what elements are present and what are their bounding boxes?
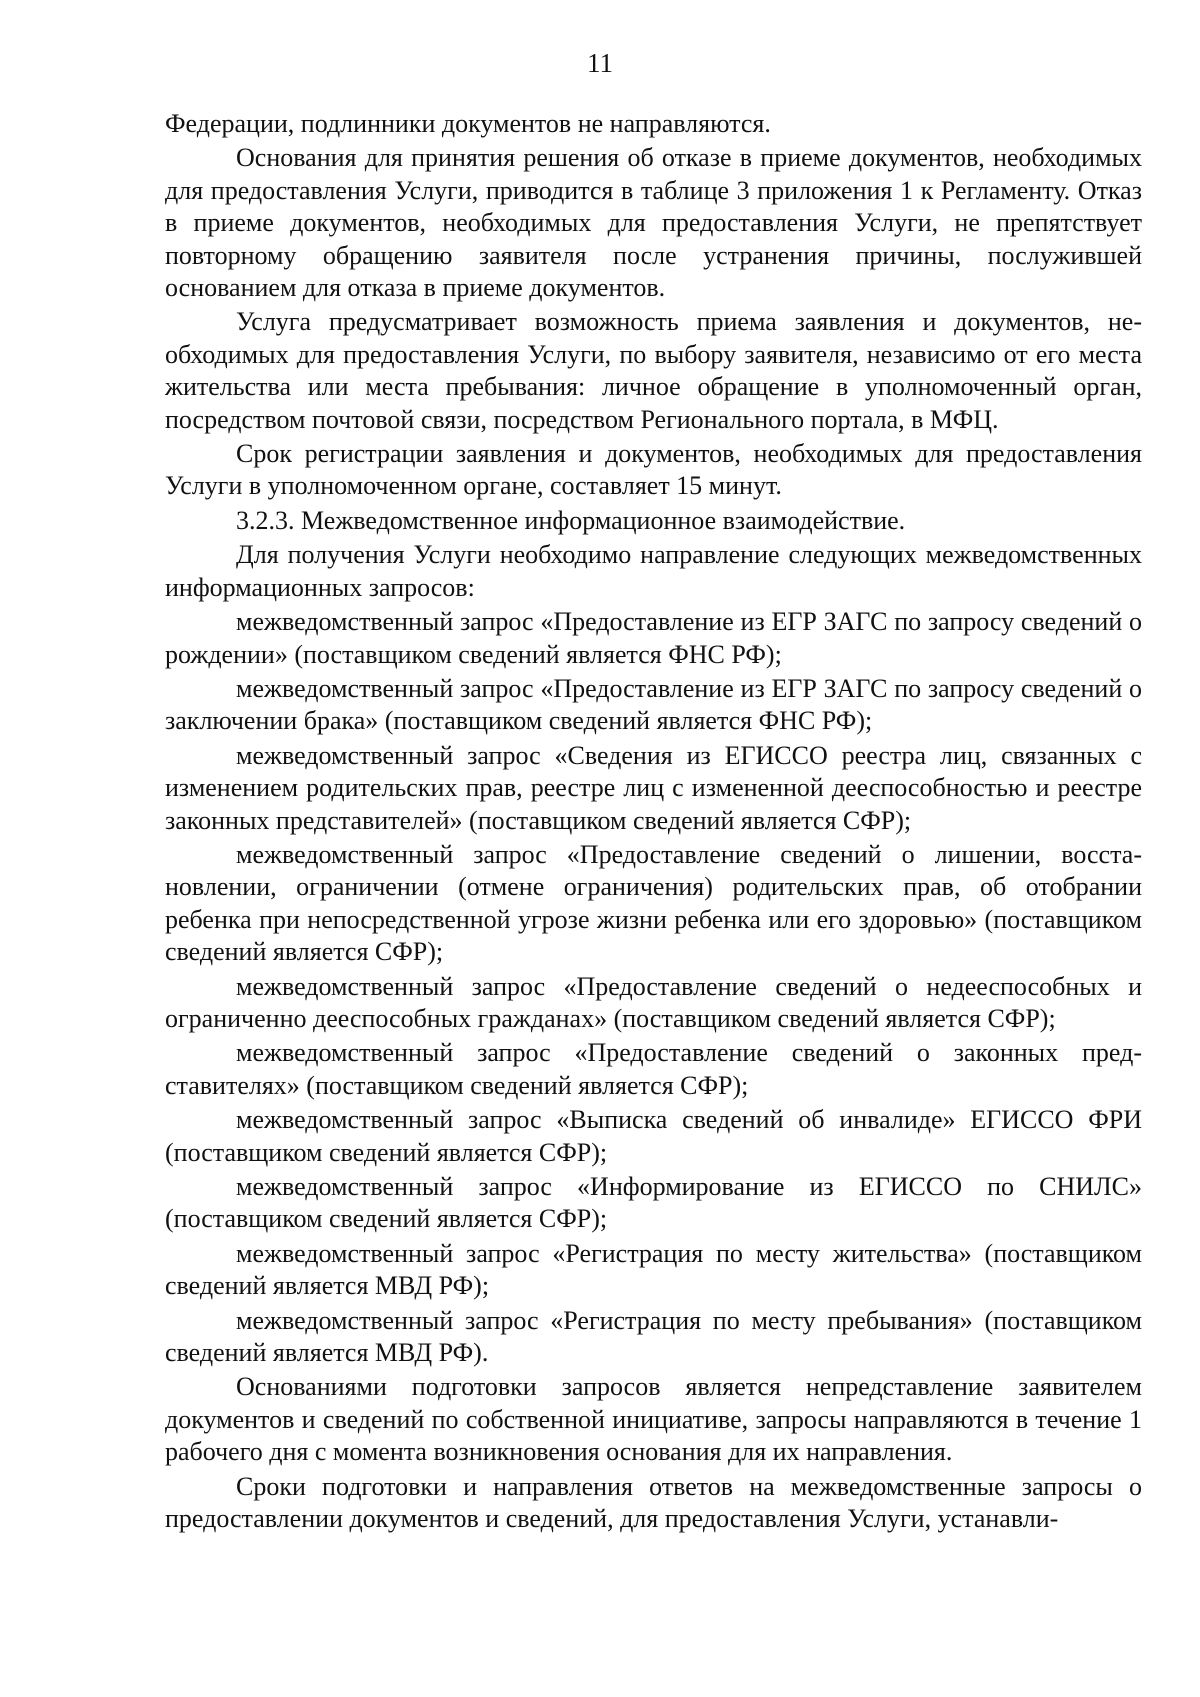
list-item: межведомственный запрос «Предоставление из ЕГР ЗАГС по запросу сведений о заключении брака» (поставщиком сведений является ФНС РФ); (165, 673, 1142, 736)
document-body (165, 108, 1142, 1535)
list-item: межведомственный запрос «Предоставление сведений о законных представителях» (поставщиком сведений является СФР); (165, 1038, 1142, 1100)
list-item: межведомственный запрос «Выписка сведений об инвалиде» ЕГИССО ФРИ (поставщиком сведений является СФР); (165, 1105, 1142, 1167)
paragraph: Сроки подготовки и направления ответов на межведомственные запросы о предоставлении документов и сведений, для предоставления Услуги, устанавли- (165, 1471, 1142, 1534)
list-item: межведомственный запрос «Регистрация по месту пребывания» (поставщиком сведений является МВД РФ). (165, 1305, 1142, 1368)
paragraph: Для получения Услуги необходимо направление следующих межведомственных информационных запросов: (165, 540, 1142, 602)
list-item: межведомственный запрос «Предоставление сведений о недееспособных и ограниченно дееспособных гражданах» (поставщиком сведений является СФР); (165, 971, 1142, 1033)
paragraph: Основаниями подготовки запросов является непредставление заявителем документов и сведений по собственной инициативе, запросы направляются в течение 1 рабочего дня с момента возникновения основания для их направления. (165, 1372, 1142, 1467)
list-item: межведомственный запрос «Сведения из ЕГИССО реестра лиц, связанных с изменением родительских прав, реестре лиц с измененной дееспособностью и реестре законных представителей» (поставщиком сведений является СФР); (165, 740, 1142, 835)
paragraph: Федерации, подлинники документов не направляются. (165, 109, 771, 138)
list-item: межведомственный запрос «Информирование из ЕГИССО по СНИЛС» (поставщиком сведений является СФР); (165, 1172, 1142, 1234)
paragraph: Услуга предусматривает возможность приема заявления и документов, необходимых для предоставления Услуги, по выбору заявителя, независимо от его места жительства или места пребывания: личное обращение в уполномоченный орган, посредством почтовой связи, посредством Регионального портала, в МФЦ. (165, 307, 1142, 434)
paragraph: Срок регистрации заявления и документов, необходимых для предоставления Услуги в уполномоченном органе, составляет 15 минут. (165, 439, 1142, 501)
page-number: 11 (587, 48, 613, 78)
section-heading: 3.2.3. Межведомственное информационное взаимодействие. (236, 505, 906, 535)
list-item: межведомственный запрос «Регистрация по месту жительства» (поставщиком сведений является МВД РФ); (165, 1238, 1142, 1301)
paragraph: Основания для принятия решения об отказе в приеме документов, необходимых для предоставления Услуги, приводится в таблице 3 приложения 1 к Регламенту. Отказ в приеме документов, необходимых для предоставления Услуги, не препятствует повторному обращению заявителя после устранения причины, послужившей основанием для отказа в приеме документов. (165, 143, 1142, 303)
list-item: межведомственный запрос «Предоставление из ЕГР ЗАГС по запросу сведений о рождении» (поставщиком сведений является ФНС РФ); (165, 607, 1142, 669)
list-item: межведомственный запрос «Предоставление сведений о лишении, восстановлении, ограничении (отмене ограничения) родительских прав, об отобрании ребенка при непосредственной угрозе жизни ребенка или его здоровью» (поставщиком сведений является СФР); (165, 839, 1142, 967)
